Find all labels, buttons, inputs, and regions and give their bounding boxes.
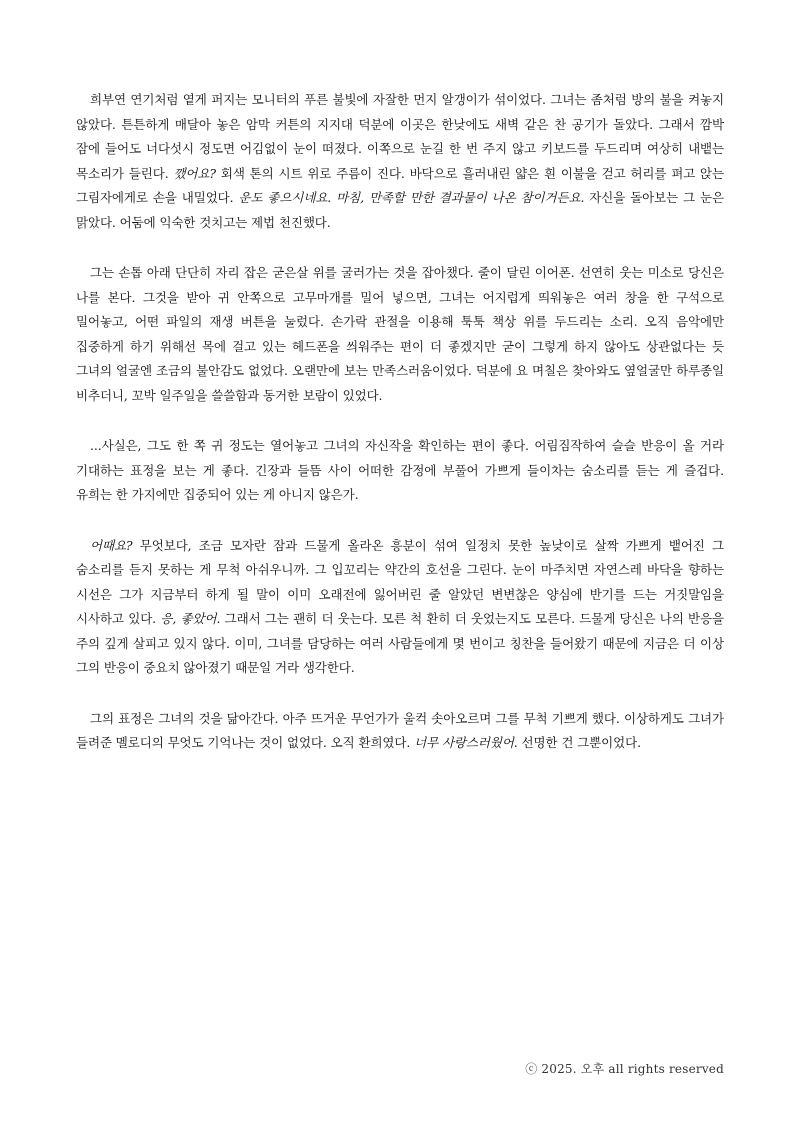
paragraph-2 (76, 261, 724, 408)
paragraph-4-run-3-italic: 응, 좋았어. (160, 611, 221, 626)
paragraph-5-run-1: 그의 표정은 그녀의 것을 닮아간다. 아주 뜨거운 무언가가 울컥 솟아오르며 그를 무척 기쁘게 했다. 이상하게도 그녀가 들려준 멜로디의 무엇도 기억나는 것이 없었다. 오직 환희였다. (76, 710, 724, 750)
paragraph-1-run-5: 자신을 돌아보는 그 눈은 맑았다. 어둠에 익숙한 것치고는 제법 천진했다. (76, 190, 724, 230)
document-body (76, 88, 724, 782)
paragraph-4-run-2: 무엇보다, 조금 모자란 잠과 드물게 올라온 흥분이 섞여 일정치 못한 높낮이로 살짝 가쁘게 뱉어진 그 숨소리를 듣지 못하는 게 무척 아쉬우니까. 그 입꼬리는 약간의 호선을 그린다. 눈이 마주치면 자연스레 바닥을 향하는 시선은 그가 지금부터 하게 될 말이 이미 오래전에 잃어버린 줄 알았던 변변찮은 양심에 반기를 드는 거짓말임을 시사하고 있다. (76, 537, 724, 626)
paragraph-5 (76, 707, 724, 756)
paragraph-1-run-1: 희부연 연기처럼 옅게 퍼지는 모니터의 푸른 불빛에 자잘한 먼지 알갱이가 섞이었다. 그녀는 좀처럼 방의 불을 켜놓지 않았다. 튼튼하게 매달아 놓은 암막 커튼의 지지대 덕분에 이곳은 한낮에도 새벽 같은 찬 공기가 돌았다. 그래서 깜박 잠에 들어도 너다섯시 정도면 어김없이 눈이 떠졌다. 이쪽으로 눈길 한 번 주지 않고 키보드를 두드리며 여상히 내뱉는 목소리가 들린다. (76, 92, 724, 181)
paragraph-1-run-2-italic: 깼어요? (173, 165, 216, 181)
paragraph-5-run-3: 선명한 건 그뿐이었다. (517, 735, 641, 750)
paragraph-5-run-2-italic: 너무 사랑스러웠어. (414, 735, 518, 750)
copyright-footer: ⓒ 2025. 오후 all rights reserved (525, 1062, 724, 1076)
paragraph-3 (76, 434, 724, 508)
paragraph-1-run-3: 회색 톤의 시트 위로 주름이 진다. 바닥으로 흘러내린 얇은 흰 이불을 걷고 허리를 펴고 앉는 그림자에게로 손을 내밀었다. (76, 165, 725, 205)
paragraph-1 (76, 88, 724, 235)
paragraph-4-run-4: 그래서 그는 괜히 더 웃는다. 모른 척 환히 더 웃었는지도 모른다. 드물게 당신은 나의 반응을 주의 깊게 살피고 있지 않다. 이미, 그녀를 담당하는 여러 사람들에게 몇 번이고 칭찬을 들어왔기 때문에 지금은 더 이상 그의 반응이 중요치 않아졌기 때문일 거라 생각한다. (76, 611, 724, 675)
paragraph-2-run-1: 그는 손톱 아래 단단히 자리 잡은 굳은살 위를 굴러가는 것을 잡아챘다. 줄이 달린 이어폰. 선연히 웃는 미소로 당신은 나를 본다. 그것을 받아 귀 안쪽으로 고무마개를 밀어 넣으면, 그녀는 어지럽게 띄워놓은 여러 창을 한 구석으로 밀어놓고, 어떤 파일의 재생 버튼을 눌렀다. 손가락 관절을 이용해 툭툭 책상 위를 두드리는 소리. 오직 음악에만 집중하게 하기 위해선 목에 걸고 있는 헤드폰을 씌워주는 편이 더 좋겠지만 굳이 그렇게 하지 않아도 상관없다는 듯 그녀의 얼굴엔 조금의 불안감도 없었다. 오랜만에 보는 만족스러움이었다. 덕분에 요 며칠은 찾아와도 옆얼굴만 하루종일 비추더니, 꼬박 일주일을 쓸쓸함과 동거한 보람이 있었다. (76, 265, 724, 403)
paragraph-3-run-1: ...사실은, 그도 한 쪽 귀 정도는 열어놓고 그녀의 자신작을 확인하는 편이 좋다. 어림짐작하여 슬슬 반응이 올 거라 기대하는 표정을 보는 게 좋다. 긴장과 들뜸 사이 어떠한 감정에 부풀어 가쁘게 들이차는 숨소리를 듣는 게 즐겁다. 유희는 한 가지에만 집중되어 있는 게 아니지 않은가. (76, 438, 724, 502)
paragraph-1-run-4-italic: 운도 좋으시네요. 마침, 만족할 만한 결과물이 나온 참이거든요. (238, 190, 585, 205)
paragraph-4 (76, 534, 724, 681)
paragraph-4-run-1-italic: 어때요? (90, 537, 133, 553)
